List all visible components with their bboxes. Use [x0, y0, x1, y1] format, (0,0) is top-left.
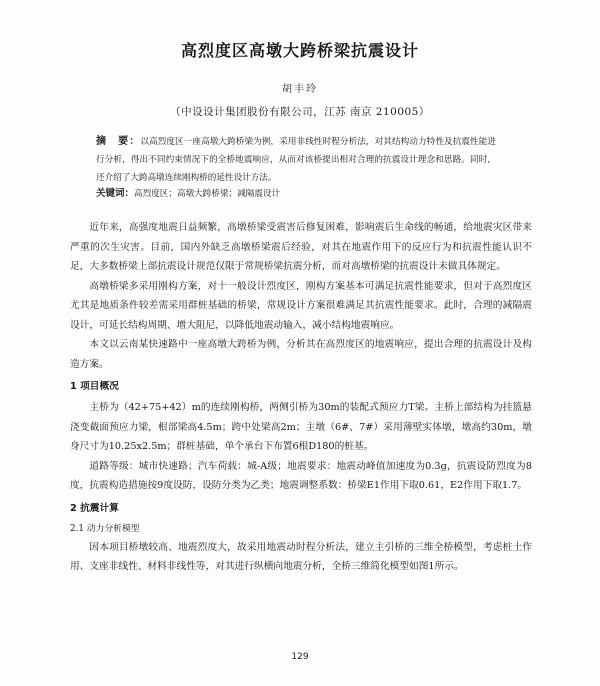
abstract — [96, 133, 496, 187]
intro-paragraph: 近年来，高强度地震日益频繁，高墩桥梁受震害后修复困难，影响震后生命线的畅通，给地震灾区带来严重的次生灾害。目前，国内外缺乏高墩桥梁震后经验，对其在地震作用下的反应行为和抗震性能认识不足，大多数桥梁上部抗震设计规范仅限于常规桥梁抗震分析，而对高墩桥梁的抗震设计未做具体规定。 — [70, 222, 532, 272]
page-number: 129 — [291, 652, 309, 662]
abstract-label: 摘 要： — [96, 136, 141, 147]
paper-title: 高烈度区高墩大跨桥梁抗震设计 — [180, 41, 419, 60]
section-paragraph: 主桥为（42+75+42）m的连续刚构桥，两侧引桥为30m的装配式预应力T梁。主桥上部结构为挂篮悬浇变截面预应力梁，根部梁高4.5m；跨中处梁高2m；主墩（6#、7#）采用薄壁实体墩，墩高约30m，墩身尺寸为10.25x2.5m；群桩基础，单个承台下布置6根D180的桩基。 — [70, 402, 532, 452]
section-heading-seismic-calculation: 2 抗震计算 — [70, 502, 119, 514]
intro-paragraph: 高墩桥梁多采用刚构方案，对十一般设计烈度区，刚构方案基本可满足抗震性能要求，但对于高烈度区尤其是地质条件较差需采用群桩基础的桥梁，常规设计方案很难满足其抗震性能要求。此时，合理的减隔震设计，可延长结构周期、增大阻尼，以降低地震动输入，减小结构地震响应。 — [70, 280, 532, 331]
author-name: 胡丰玲 — [282, 84, 318, 95]
section-paragraph: 道路等级：城市快速路；汽车荷载：城-A级；地震要求：地震动峰值加速度为0.3g，抗震设防烈度为8度，抗震构造措施按9度设防，设防分类为乙类；地震调整系数：桥梁E1作用下取0.61，E2作用下取1.7。 — [70, 460, 532, 491]
abstract-text: 以高烈度区一座高墩大跨桥梁为例，采用非线性时程分析法，对其结构动力特性及抗震性能进行分析，得出不同约束情况下的全桥地震响应，从而对该桥提出相对合理的抗震设计理念和思路。同时，还介绍了大跨高墩连续刚构桥的延性设计方法。 — [96, 137, 496, 183]
section-paragraph: 因本项目桥墩较高、地震烈度大，故采用地震动时程分析法，建立主引桥的三维全桥模型，考虑桩土作用、支座非线性、材料非线性等，对其进行纵横向地震分析，全桥三维简化模型如图1所示。 — [70, 541, 532, 572]
keywords-label: 关键词： — [96, 188, 135, 199]
section-heading-project-overview: 1 项目概况 — [70, 381, 119, 392]
intro-paragraph: 本文以云南某快速路中一座高墩大跨桥为例，分析其在高烈度区的地震响应，提出合理的抗震设计及构造方案。 — [70, 339, 532, 370]
author-affiliation: （中设设计集团股份有限公司，江苏 南京 210005） — [170, 106, 430, 118]
body-text — [70, 218, 532, 577]
subsection-heading-dynamic-model: 2.1 动力分析模型 — [70, 523, 140, 534]
keywords-text: 高烈度区；高墩大跨桥梁；减隔震设计 — [134, 189, 281, 199]
keywords — [96, 187, 496, 201]
